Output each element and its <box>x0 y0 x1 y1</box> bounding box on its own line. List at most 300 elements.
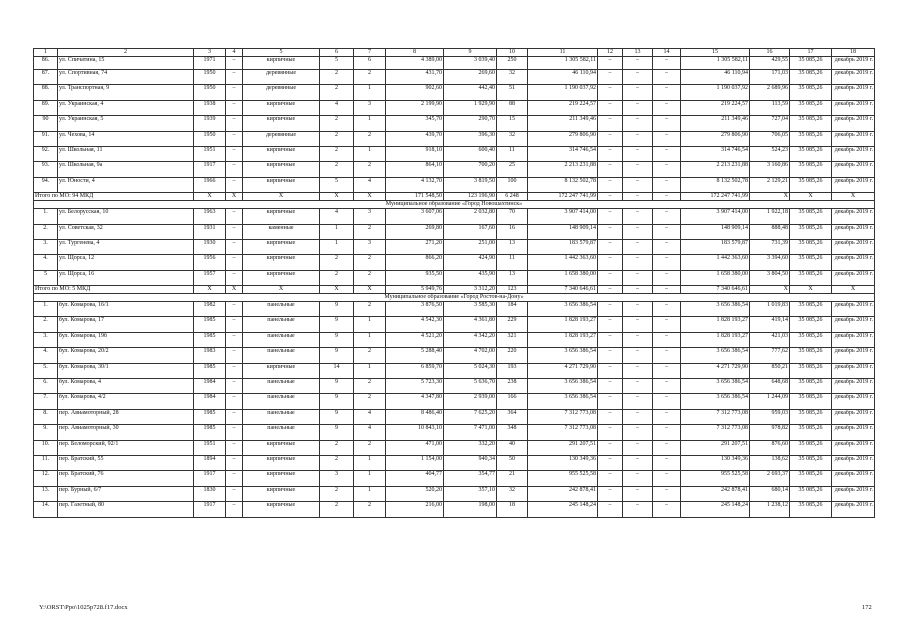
table-cell: – <box>653 348 681 363</box>
table-cell: 435,90 <box>444 270 497 285</box>
table-row <box>34 363 875 378</box>
table-cell: 4 <box>320 100 354 115</box>
table-row <box>34 255 875 270</box>
table-cell: 35 085,26 <box>790 224 832 239</box>
table-row <box>34 440 875 455</box>
table-cell: 419,14 <box>750 317 790 332</box>
table-cell: 35 085,26 <box>790 471 832 486</box>
table-cell: пер. Бурный, 6/7 <box>58 486 194 501</box>
table-cell: каменные <box>243 224 320 239</box>
table-cell: 242 878,41 <box>528 486 598 501</box>
table-cell: ул. Украинская, 5 <box>58 116 194 131</box>
table-cell: 314 746,54 <box>528 146 598 161</box>
table-cell: – <box>226 146 243 161</box>
table-cell: – <box>623 348 653 363</box>
table-cell: 1 305 582,11 <box>528 57 598 70</box>
table-cell: – <box>598 162 623 177</box>
table-cell: ул. Спичатина, 15 <box>58 57 194 70</box>
table-cell: 864,10 <box>386 162 444 177</box>
table-cell: ул. Юности, 4 <box>58 177 194 192</box>
table-cell: 211 349,46 <box>528 116 598 131</box>
table-cell: 12. <box>34 471 58 486</box>
table-cell: – <box>598 239 623 254</box>
table-cell: 5 024,30 <box>444 363 497 378</box>
table-cell: 648,68 <box>750 379 790 394</box>
table-cell: – <box>623 85 653 100</box>
table-cell: декабрь 2019 г. <box>832 348 875 363</box>
table-cell: 11. <box>34 455 58 470</box>
table-cell: ул. Транспортная, 9 <box>58 85 194 100</box>
table-cell: кирпичные <box>243 502 320 517</box>
table-cell: 220 <box>497 348 528 363</box>
table-cell: X <box>320 286 354 294</box>
column-number-row <box>34 49 875 57</box>
table-cell: 1956 <box>194 255 226 270</box>
table-cell: – <box>623 363 653 378</box>
table-cell: – <box>653 57 681 70</box>
table-cell: 364 <box>497 409 528 424</box>
table-cell: 1 305 582,11 <box>681 57 750 70</box>
table-cell: 184 <box>497 302 528 317</box>
table-cell: бул. Комарова, 30/1 <box>58 363 194 378</box>
table-cell: пер. Авиамоторный, 28 <box>58 409 194 424</box>
table-cell: ул. Школьная, 11 <box>58 146 194 161</box>
table-cell: 731,39 <box>750 239 790 254</box>
table-cell: – <box>226 131 243 146</box>
table-cell: – <box>598 486 623 501</box>
table-cell: 431,70 <box>386 70 444 85</box>
table-cell: 148 909,14 <box>528 224 598 239</box>
table-cell: – <box>226 471 243 486</box>
table-cell: X <box>790 193 832 201</box>
table-cell: 8. <box>34 409 58 424</box>
table-cell: – <box>623 486 653 501</box>
table-cell: X <box>226 193 243 201</box>
table-cell: 8 132 502,78 <box>681 177 750 192</box>
table-cell: ул. Чехова, 14 <box>58 131 194 146</box>
table-row <box>34 162 875 177</box>
table-cell: – <box>623 332 653 347</box>
table-cell: 148 909,14 <box>681 224 750 239</box>
table-cell: – <box>598 348 623 363</box>
table-cell: 3 160,86 <box>750 162 790 177</box>
table-cell: деревянные <box>243 70 320 85</box>
table-cell: 918,10 <box>386 146 444 161</box>
table-cell: 6 859,70 <box>386 363 444 378</box>
table-cell: декабрь 2019 г. <box>832 255 875 270</box>
table-cell: 291 207,51 <box>681 440 750 455</box>
table-cell: 1930 <box>194 239 226 254</box>
table-cell: 2 <box>354 394 386 409</box>
table-cell: – <box>653 486 681 501</box>
table-cell: 3 <box>354 239 386 254</box>
table-cell: – <box>598 379 623 394</box>
table-cell: 1938 <box>194 100 226 115</box>
table-cell: 5 <box>243 49 320 57</box>
table-cell: 1 <box>320 239 354 254</box>
table-cell: 7 312 773,08 <box>528 425 598 440</box>
table-cell: 1 190 037,92 <box>528 85 598 100</box>
table-cell: 1 238,12 <box>750 502 790 517</box>
table-cell: 35 085,26 <box>790 363 832 378</box>
table-row <box>34 302 875 317</box>
table-cell: 680,14 <box>750 486 790 501</box>
table-cell: 2 <box>354 131 386 146</box>
table-cell: – <box>653 209 681 224</box>
table-cell: – <box>598 286 623 294</box>
table-cell: – <box>653 302 681 317</box>
table-cell: 35 085,26 <box>790 85 832 100</box>
table-cell: X <box>243 286 320 294</box>
table-row <box>34 317 875 332</box>
table-cell: 9 <box>320 379 354 394</box>
table-cell: панельные <box>243 425 320 440</box>
table-cell: 3. <box>34 239 58 254</box>
table-cell: кирпичные <box>243 209 320 224</box>
table-cell: кирпичные <box>243 255 320 270</box>
table-cell: ул. Щорса, 12 <box>58 255 194 270</box>
table-cell: 2 <box>320 486 354 501</box>
table-cell: 3 656 386,54 <box>681 302 750 317</box>
table-cell: 955 525,58 <box>528 471 598 486</box>
table-cell: 4 <box>354 177 386 192</box>
register-table <box>33 48 875 518</box>
table-cell: кирпичные <box>243 162 320 177</box>
table-cell: 1966 <box>194 177 226 192</box>
table-cell: 1894 <box>194 455 226 470</box>
table-cell: – <box>623 162 653 177</box>
table-cell: 13 <box>497 239 528 254</box>
table-cell: 11 <box>497 146 528 161</box>
table-cell: 3 <box>320 471 354 486</box>
table-cell: 18 <box>497 502 528 517</box>
table-cell: 2. <box>34 224 58 239</box>
table-cell: – <box>226 348 243 363</box>
table-cell: 16 <box>750 49 790 57</box>
table-cell: 332,20 <box>444 440 497 455</box>
table-cell: 396,30 <box>444 131 497 146</box>
table-cell: 35 085,26 <box>790 116 832 131</box>
table-cell: 1 244,09 <box>750 394 790 409</box>
table-cell: 4 542,30 <box>386 317 444 332</box>
table-cell: 1951 <box>194 440 226 455</box>
table-cell: 3 039,40 <box>444 57 497 70</box>
table-cell: 3 656 386,54 <box>528 302 598 317</box>
table-cell: кирпичные <box>243 471 320 486</box>
table-row <box>34 131 875 146</box>
table-cell: декабрь 2019 г. <box>832 116 875 131</box>
table-cell: 1 442 363,60 <box>528 255 598 270</box>
table-cell: пер. Авиамоторный, 30 <box>58 425 194 440</box>
table-cell: 2 <box>354 379 386 394</box>
table-cell: – <box>653 146 681 161</box>
table-cell: – <box>623 379 653 394</box>
table-cell: 2 <box>354 270 386 285</box>
table-cell: 1 <box>354 116 386 131</box>
table-cell: кирпичные <box>243 486 320 501</box>
table-cell: – <box>226 270 243 285</box>
table-cell: 7 471,00 <box>444 425 497 440</box>
table-row <box>34 224 875 239</box>
table-cell: – <box>226 239 243 254</box>
table-cell: 2 <box>320 70 354 85</box>
table-cell: 2 693,37 <box>750 471 790 486</box>
table-cell: – <box>226 162 243 177</box>
table-cell: – <box>653 100 681 115</box>
table-row <box>34 57 875 70</box>
table-cell: – <box>653 116 681 131</box>
table-cell: 3 <box>354 209 386 224</box>
table-cell: – <box>623 471 653 486</box>
table-cell: 35 085,26 <box>790 177 832 192</box>
table-cell: 1 <box>354 85 386 100</box>
table-cell: 6 <box>354 57 386 70</box>
page-number: 172 <box>862 604 872 611</box>
table-cell: 1 442 363,60 <box>681 255 750 270</box>
table-cell: 35 085,26 <box>790 302 832 317</box>
table-cell: 1 828 193,27 <box>528 332 598 347</box>
table-cell: – <box>623 224 653 239</box>
table-cell: – <box>598 455 623 470</box>
table-cell: 1 922,18 <box>750 209 790 224</box>
table-cell: декабрь 2019 г. <box>832 332 875 347</box>
table-cell: декабрь 2019 г. <box>832 224 875 239</box>
table-cell: – <box>598 85 623 100</box>
table-cell: 1985 <box>194 425 226 440</box>
table-cell: 35 085,26 <box>790 239 832 254</box>
table-cell: 5. <box>34 363 58 378</box>
table-cell: декабрь 2019 г. <box>832 440 875 455</box>
table-cell: 14 <box>320 363 354 378</box>
table-cell: 16 <box>497 224 528 239</box>
table-cell: 2 032,80 <box>444 209 497 224</box>
table-cell: 1984 <box>194 394 226 409</box>
table-cell: 2 689,96 <box>750 85 790 100</box>
table-cell: 35 085,26 <box>790 455 832 470</box>
table-cell: 35 085,26 <box>790 255 832 270</box>
table-cell: 172 247 741,99 <box>681 193 750 201</box>
document-path: Y:\ORST\Ppo\1025p728.f17.docx <box>39 604 128 611</box>
table-cell: 4 702,00 <box>444 348 497 363</box>
table-cell: 3 907 414,00 <box>681 209 750 224</box>
table-cell: 429,55 <box>750 57 790 70</box>
table-cell: 1 <box>354 363 386 378</box>
table-cell: 3 312,20 <box>444 286 497 294</box>
table-cell: 866,20 <box>386 255 444 270</box>
table-cell: – <box>226 255 243 270</box>
table-cell: – <box>598 317 623 332</box>
table-cell: ул. Тургенева, 4 <box>58 239 194 254</box>
table-cell: 269,60 <box>444 70 497 85</box>
table-cell: X <box>243 193 320 201</box>
table-cell: 7 312 773,08 <box>681 425 750 440</box>
table-cell: – <box>623 177 653 192</box>
table-cell: кирпичные <box>243 100 320 115</box>
table-cell: 9. <box>34 425 58 440</box>
table-cell: – <box>226 409 243 424</box>
table-cell: панельные <box>243 379 320 394</box>
table-cell: 850,21 <box>750 363 790 378</box>
table-cell: – <box>653 471 681 486</box>
table-cell: – <box>653 239 681 254</box>
table-cell: 1983 <box>194 348 226 363</box>
table-cell: 9 <box>320 332 354 347</box>
table-cell: – <box>598 363 623 378</box>
table-cell: 7 312 773,08 <box>528 409 598 424</box>
table-cell: 40 <box>497 440 528 455</box>
table-cell: X <box>354 193 386 201</box>
table-cell: 3 394,60 <box>750 255 790 270</box>
table-cell: 524,23 <box>750 146 790 161</box>
table-row <box>34 471 875 486</box>
table-cell: 3 656 386,54 <box>681 379 750 394</box>
table-cell: – <box>623 455 653 470</box>
table-cell: 2 <box>320 116 354 131</box>
table-cell: – <box>598 302 623 317</box>
table-cell: 4 132,70 <box>386 177 444 192</box>
table-cell: 50 <box>497 455 528 470</box>
table-cell: X <box>750 193 790 201</box>
table-cell: декабрь 2019 г. <box>832 425 875 440</box>
table-cell: – <box>598 100 623 115</box>
table-cell: деревянные <box>243 131 320 146</box>
table-cell: пер. Беломорский, 92/1 <box>58 440 194 455</box>
table-cell: 167,60 <box>444 224 497 239</box>
table-cell: – <box>226 302 243 317</box>
table-cell: панельные <box>243 394 320 409</box>
table-cell: 2 <box>320 162 354 177</box>
table-cell: – <box>226 455 243 470</box>
table-cell: Муниципальное образование «Город Ростов-на-Дону» <box>34 294 875 302</box>
table-cell: – <box>653 502 681 517</box>
table-cell: 1 <box>354 471 386 486</box>
table-cell: – <box>226 425 243 440</box>
table-cell: декабрь 2019 г. <box>832 70 875 85</box>
table-row <box>34 239 875 254</box>
table-cell: 3 656 386,54 <box>528 394 598 409</box>
table-cell: ул. Школьная, 9а <box>58 162 194 177</box>
table-cell: – <box>623 57 653 70</box>
table-cell: декабрь 2019 г. <box>832 209 875 224</box>
table-cell: 32 <box>497 131 528 146</box>
table-cell: 2 <box>354 502 386 517</box>
table-cell: 3 656 386,54 <box>681 348 750 363</box>
table-cell: – <box>653 440 681 455</box>
table-cell: 250 <box>497 57 528 70</box>
table-cell: – <box>623 255 653 270</box>
table-cell: 7 312 773,08 <box>681 409 750 424</box>
table-cell: 1950 <box>194 131 226 146</box>
table-cell: – <box>653 409 681 424</box>
table-cell: 35 085,26 <box>790 348 832 363</box>
table-cell: 35 085,26 <box>790 332 832 347</box>
table-cell: – <box>598 502 623 517</box>
table-cell: 1931 <box>194 224 226 239</box>
table-cell: бул. Комарова, 4 <box>58 379 194 394</box>
table-cell: бул. Комарова, 4/2 <box>58 394 194 409</box>
table-cell: 2 939,00 <box>444 394 497 409</box>
table-cell: – <box>598 440 623 455</box>
table-cell: 183 579,87 <box>528 239 598 254</box>
table-cell: 321 <box>497 332 528 347</box>
table-cell: 1 <box>354 486 386 501</box>
table-cell: 1. <box>34 302 58 317</box>
table-cell: 357,10 <box>444 486 497 501</box>
table-cell: 2 129,21 <box>750 177 790 192</box>
table-cell: – <box>226 379 243 394</box>
table-cell: 2 <box>320 270 354 285</box>
table-row <box>34 455 875 470</box>
table-cell: – <box>623 440 653 455</box>
table-cell: 3 <box>194 49 226 57</box>
table-cell: декабрь 2019 г. <box>832 302 875 317</box>
table-cell: 2 <box>320 502 354 517</box>
table-cell: – <box>598 425 623 440</box>
table-row <box>34 379 875 394</box>
table-cell: 4 342,20 <box>444 332 497 347</box>
table-cell: 4 361,80 <box>444 317 497 332</box>
table-cell: X <box>832 286 875 294</box>
table-cell: 2 <box>320 85 354 100</box>
table-cell: – <box>653 455 681 470</box>
table-cell: 3. <box>34 332 58 347</box>
table-cell: 35 085,26 <box>790 394 832 409</box>
table-cell: – <box>623 286 653 294</box>
table-cell: 2. <box>34 317 58 332</box>
table-cell: X <box>790 286 832 294</box>
table-cell: 35 085,26 <box>790 70 832 85</box>
table-cell: – <box>598 146 623 161</box>
table-cell: 4 <box>354 425 386 440</box>
table-cell: 15 <box>497 116 528 131</box>
table-cell: – <box>653 379 681 394</box>
table-cell: – <box>653 363 681 378</box>
table-cell: 1 019,83 <box>750 302 790 317</box>
table-cell: 314 746,54 <box>681 146 750 161</box>
table-cell: 6 248 <box>497 193 528 201</box>
table-cell: 421,03 <box>750 332 790 347</box>
table-row <box>34 394 875 409</box>
table-cell: декабрь 2019 г. <box>832 455 875 470</box>
table-cell: 183 579,87 <box>681 239 750 254</box>
table-cell: – <box>598 57 623 70</box>
table-cell: 6. <box>34 379 58 394</box>
table-row <box>34 425 875 440</box>
table-cell: 9 <box>320 409 354 424</box>
table-cell: 94. <box>34 177 58 192</box>
table-row <box>34 146 875 161</box>
table-cell: 1917 <box>194 502 226 517</box>
table-cell: 4. <box>34 255 58 270</box>
table-cell: 216,00 <box>386 502 444 517</box>
table-cell: 10 <box>497 49 528 57</box>
table-cell: 13 <box>497 270 528 285</box>
table-cell: 11 <box>497 255 528 270</box>
table-cell: 171 548,50 <box>386 193 444 201</box>
table-cell: 10 843,10 <box>386 425 444 440</box>
table-cell: 245 148,24 <box>681 502 750 517</box>
table-cell: 15 <box>681 49 750 57</box>
table-cell: – <box>623 502 653 517</box>
table-cell: 138,62 <box>750 455 790 470</box>
table-cell: 130 349,36 <box>681 455 750 470</box>
table-cell: 5 <box>320 177 354 192</box>
table-cell: декабрь 2019 г. <box>832 270 875 285</box>
table-cell: – <box>623 193 653 201</box>
table-cell: 2 <box>354 440 386 455</box>
table-row <box>34 486 875 501</box>
table-cell: X <box>750 286 790 294</box>
